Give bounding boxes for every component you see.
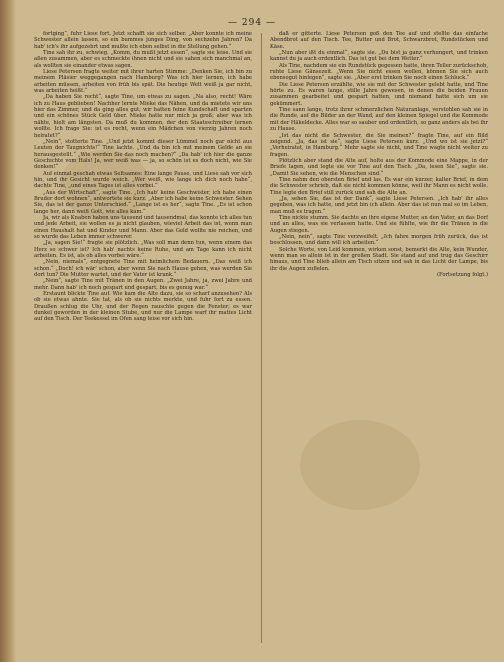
paragraph: Plötzlich aber stand die Alte auf, holte aus der Kommode eine Mappe, in der Briefe lagen, und legte sie vor Tine auf den Tisch. „Da, lesen Sie“, sagte sie. „Damit Sie sehen, wie die Menschen sind.“ <box>270 157 488 177</box>
paragraph: „Nein, niemals“, entgegnete Tine mit heimlichem Bedauern. „Das weiß ich schon.“ „Doch! ich wär' schon, aber wenn Sie nach Hause gehen, was werden Sie dort tun? Die Mutter wartet, und der Vater ist krank.“ <box>34 259 252 279</box>
paragraph: Als Tine, nachdem sie ein Rundstück gegessen hatte, ihren Teller zurückschob, ruhte Liese Gänsezeit. „Wenn Sie nicht essen wollen, können Sie sich auch ebensogut hinlegen“, sagte sie. „Aber erst trinken Sie noch einen Schluck.“ <box>270 62 488 82</box>
paragraph: fortging“, fuhr Liese fort. Jetzt schafft sie sich selber. „Aber konnte ich meine Schwester allein lassen, so ein bummes junges Ding, von sechzehn Jahren? Da hab' ich's ihr aufgezehrt und mußte ich eben selbst in die Stellung gehen.“ <box>34 31 252 50</box>
paragraph: Solche Worte, von Leid kommen, wirken sonst, bemerkt die Alte, kein Wunder, wenn man so allein ist in der großen Stadt. Sie stand auf und trug das Geschirr hinaus, und Tine blieb allein am Tisch sitzen und sah in das Licht der Lampe, bis ihr die Augen zufielen. <box>270 246 488 272</box>
paragraph: Tine sann lange, trotz ihrer schmerzlichen Naturanlage, verstohlen sah sie in die Runde, auf die Bilder an der Wand, auf den kleinen Spiegel und die Kommode mit der Häkeldecke. Alles war so sauber und ordentlich, so ganz anders als bei ihr zu Hause. <box>270 107 488 133</box>
paragraph: „Ja, sehen Sie, das ist der Dank“, sagte Liese Petersen. „Ich hab' ihr alles gegeben, was ich hatte, und jetzt bin ich allein. Aber das ist nun mal so im Leben, man muß es tragen.“ <box>270 195 488 215</box>
paragraph: „Nun aber ißt du einmal“, sagte sie. „Du bist ja ganz verhungert, und trinken kannst du ja auch ordentlich. Das ist gut bei dem Wetter.“ <box>270 50 488 63</box>
page-number: — 294 — <box>228 18 276 28</box>
text-column-left <box>34 31 252 646</box>
paragraph: Ja, wir als Knaben haben uns tausend und tausendmal, das konnte ich alles tun und jede Arbeit, sie wollen es ja nicht glauben, wieviel Arbeit das ist, wenn man einen Haushalt hat und Kinder und Mann. Aber das Geld wollte nie reichen, und so wurde das Leben immer schwerer. <box>34 214 252 240</box>
paragraph: Erstaunt blickte Tine auf. Wie kam die Alte dazu, sie so scharf anzusehen? Als ob sie etwas ahnte. Sie tat, als ob sie nichts merkte, und fuhr fort zu essen. Draußen schlug die Uhr, und der Regen rauschte gegen die Fenster; es war dunkel geworden in der kleinen Stube, und nur die Lampe warf ihr mattes Licht auf den Tisch. Der Teekessel im Ofen sang leise vor sich hin. <box>34 291 252 323</box>
paragraph: Tine sah ihr zu, schwieg. „Komm, du mußt jetzt essen“, sagte sie leise. Und sie aßen zusammen, aber es schmeckte ihnen nicht und sie sahen sich manchmal an, als wollten sie einander etwas sagen. <box>34 50 252 69</box>
paragraph: „Aus der Wirtschaft“, sagte Tine. „Ich hab' keine Geschwister, ich habe einen Bruder dort wohnen“, antwortete sie kurz. „Aber ich habe keine Schwester. Sehen Sie, das ist der ganze Unterschied.“ „Lange ist es her“, sagte Tine. „Es ist schon lange her, dann weiß Gott, wie alles kam.“ <box>34 189 252 215</box>
paragraph: Tine nahm den obersten Brief und las. Es war ein kurzer, kalter Brief, in dem die Schwester schrieb, daß sie nicht kommen könne, weil ihr Mann es nicht wolle. Tine legte den Brief still zurück und sah die Alte an. <box>270 176 488 196</box>
paragraph: „Ja, sagen Sie!“ fragte sie plötzlich. „Was soll man denn tun, wenn einem das Herz so schwer ist? Ich hab' nachts keine Ruhe, und am Tage kann ich nicht arbeiten. Es ist, als ob alles vorbei wäre.“ <box>34 240 252 260</box>
paragraph: Auf einmal geschah etwas Seltsames: Eine lange Pause, und Liese sah vor sich hin, und ihr Gesicht wurde weich. „Wer weiß, wie lange ich dich noch habe“, dachte Tine, „und eines Tages ist alles vorbei.“ <box>34 170 252 190</box>
paragraph: „Nein“, stotterte Tine. „Und jetzt kommt dieser Lümmel noch gar nicht aus Leuten der Taugnichts!“ Tine lachte. „Und da bin ich mit meinem Gelde an sie herausgestellt.“ „Wie werden Sie das noch machen?“ „Da hab' ich hier die ganze Geschichte vom Hals! Ja, wer weiß was — ja, so schön ist es doch nicht, wie Sie denken!“ <box>34 138 252 171</box>
book-binding-edge <box>0 0 16 662</box>
paragraph: „Nein, nein“, sagte Tine verzweifelt. „Ich fahre morgen früh zurück, das ist beschlossen, und dann will ich arbeiten.“ <box>270 234 488 247</box>
text-column-right <box>270 31 488 646</box>
paragraph: „Nein“, sagte Tine mit Tränen in den Augen. „Zwei Jahre, ja, zwei Jahre und mehr. Dann hab' ich noch gespart und gespart, bis es genug war.“ <box>34 278 252 291</box>
column-divider <box>261 33 262 643</box>
paragraph: daß er gitterte. Liese Petersen goß den Tee auf und stellte das einfache Abendbrot auf den Tisch. Tee, Butter und Brot, Schwarzbrot, Rundstücken und Käse. <box>270 31 488 50</box>
paragraph: „Ist das nicht die Schwester, die Sie meinen?“ fragte Tine, auf ein Bild zeigend. „Ja, das ist sie“, sagte Liese Petersen kurz. „Und wo ist sie jetzt?“ „Verheiratet, in Hamburg.“ Mehr sagte sie nicht, und Tine wagte nicht weiter zu fragen. <box>270 132 488 158</box>
paragraph: Liese Petersen fragte weiter mit ihrer harten Stimme: „Denken Sie, ich bin zu meinem Pläsier weggegangen nach Hamburg? Was ich hier lernen, ich habe arbeiten müssen, arbeiten von früh bis spät. Die heutige Welt weiß ja gar nicht, was arbeiten heißt.“ <box>34 69 252 95</box>
paragraph: „Da haben Sie recht“, sagte Tine, um etwas zu sagen. „Na also, recht! Wäre ich zu Haus geblieben! Nachher lernte Mieke das Nähen, und da mietete wir uns hier das Zimmer, und da ging alles gut; wir hatten feine Kundschaft und sparten und ein schönes Stück Geld über. Mieke hatte nur mich ja groß; aber was ich nähte, hielt am längsten. Da muß du kommen, der den Staatsschreiber lernen wollte. Ich frage Sie: ist es recht, wenn ein Mädchen von vierzig Jahren noch heiratet?“ <box>34 94 252 139</box>
continuation-note: (Fortsetzung folgt.) <box>436 272 488 279</box>
paragraph: Tine nickte stumm. Sie dachte an ihre eigene Mutter, an den Vater, an das Dorf und an alles, was sie verlassen hatte. Und sie fühlte, wie ihr die Tränen in die Augen stiegen. <box>270 214 488 234</box>
paragraph: Die Liese Petersen erzählte, wie sie mit der Schwester gelebt hatte, und Tine hörte zu. Es waren lange, stille Jahre gewesen, in denen die beiden Frauen zusammen gearbeitet und gespart hatten, und niemand hatte sich um sie gekümmert. <box>270 81 488 107</box>
